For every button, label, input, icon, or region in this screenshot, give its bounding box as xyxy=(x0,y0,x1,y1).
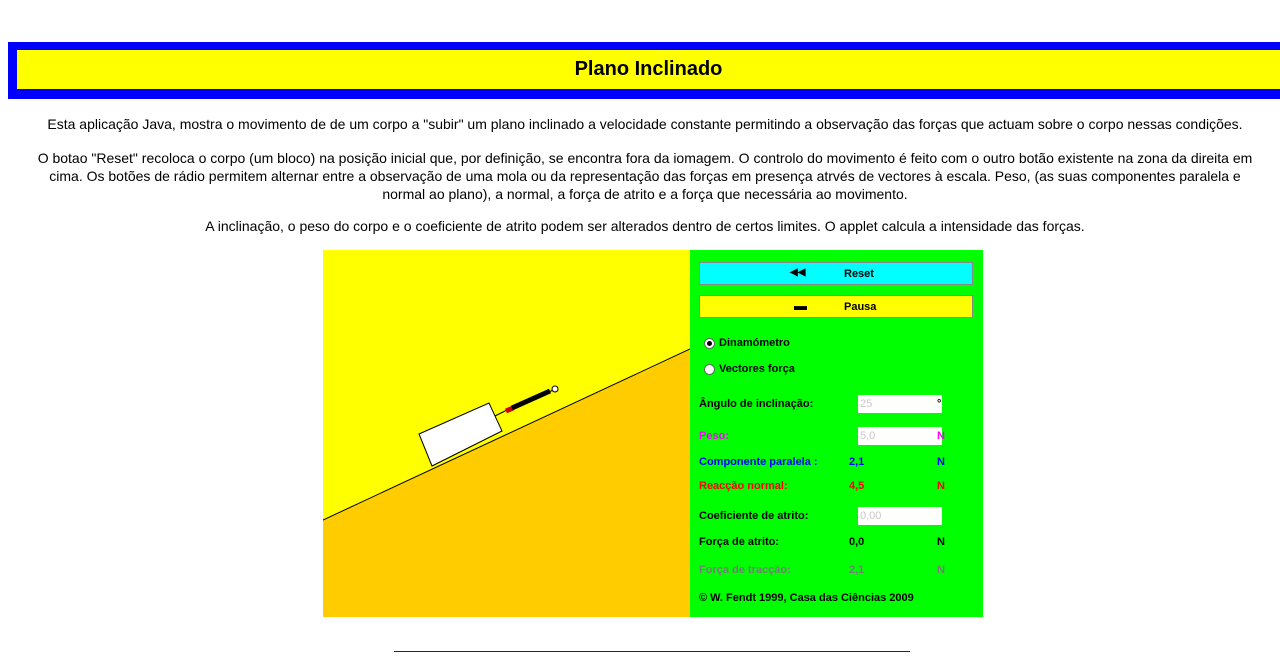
intro-paragraph-1: Esta aplicação Java, mostra o movimento de de um corpo a "subir" um plano inclinado a velocidade constante permitindo a observação das forças que actuam sobre o corpo nessas condições. xyxy=(47,116,1243,132)
angle-row xyxy=(699,395,979,413)
reset-button[interactable] xyxy=(699,262,973,285)
traction-force-value: 2,1 xyxy=(849,564,865,576)
pause-button[interactable] xyxy=(699,295,973,318)
parallel-component-value: 2,1 xyxy=(849,456,865,468)
normal-reaction-row xyxy=(699,477,979,495)
friction-coefficient-row xyxy=(699,507,979,525)
radio-dynamometer-circle[interactable] xyxy=(704,338,715,349)
friction-coefficient-input[interactable] xyxy=(858,507,942,525)
control-panel xyxy=(690,250,983,617)
radio-vectors-circle[interactable] xyxy=(704,364,715,375)
dynamometer-ring xyxy=(552,386,558,392)
friction-coefficient-label: Coeficiente de atrito: xyxy=(699,510,809,522)
intro-paragraph-2-line-1: O botao "Reset" recoloca o corpo (um bloco) na posição inicial que, por definição, se encontra fora da iomagem. O controlo do movimento é feito com o outro botão existente na zona da direita em xyxy=(37,150,1253,166)
weight-unit: N xyxy=(937,430,945,442)
traction-force-unit: N xyxy=(937,564,945,576)
friction-force-value: 0,0 xyxy=(849,536,865,548)
angle-input[interactable] xyxy=(858,395,942,413)
parallel-component-row xyxy=(699,453,979,471)
bottom-divider xyxy=(394,651,910,652)
traction-force-row xyxy=(699,561,979,579)
intro-paragraph-2 xyxy=(0,149,1280,203)
normal-reaction-label: Reacção normal: xyxy=(699,480,788,492)
parallel-component-unit: N xyxy=(937,456,945,468)
friction-force-label: Força de atrito: xyxy=(699,536,780,548)
angle-label: Ângulo de inclinação: xyxy=(699,398,814,410)
pause-icon: ▬ xyxy=(794,298,807,313)
intro-paragraph-3: A inclinação, o peso do corpo e o coeficiente de atrito podem ser alterados dentro de certos limites. O applet calcula a intensidade das forças. xyxy=(205,218,1085,234)
java-applet xyxy=(323,250,983,617)
dynamometer-red-section xyxy=(506,408,513,411)
page-title: Plano Inclinado xyxy=(17,50,1280,89)
intro-paragraph-2-line-2: cima. Os botões de rádio permitem alternar entre a observação de uma mola ou da representação das forças em presença atrvés de vectores à escala. Peso, (as suas componentes paralela e xyxy=(49,168,1241,184)
traction-force-label: Força de tracção: xyxy=(699,564,791,576)
weight-label: Peso: xyxy=(699,430,729,442)
parallel-component-label: Componente paralela : xyxy=(699,456,818,468)
angle-unit: ° xyxy=(937,398,942,410)
radio-vectors[interactable] xyxy=(704,363,795,375)
pause-button-label: Pausa xyxy=(844,301,877,313)
intro-paragraph-2-line-3: normal ao plano), a normal, a força de atrito e a força que necessária ao movimento. xyxy=(382,186,908,202)
radio-vectors-label: Vectores força xyxy=(719,363,795,375)
simulation-canvas xyxy=(323,250,690,617)
normal-reaction-unit: N xyxy=(937,480,945,492)
weight-input[interactable] xyxy=(858,427,942,445)
radio-dynamometer-label: Dinamómetro xyxy=(719,337,790,349)
weight-row xyxy=(699,427,979,445)
normal-reaction-value: 4,5 xyxy=(849,480,865,492)
title-banner xyxy=(8,42,1280,99)
rewind-icon: ◀◀ xyxy=(790,267,806,278)
copyright-notice: © W. Fendt 1999, Casa das Ciências 2009 xyxy=(699,592,914,604)
reset-button-label: Reset xyxy=(844,268,874,280)
friction-force-unit: N xyxy=(937,536,945,548)
radio-dynamometer[interactable] xyxy=(704,337,790,349)
friction-force-row xyxy=(699,533,979,551)
